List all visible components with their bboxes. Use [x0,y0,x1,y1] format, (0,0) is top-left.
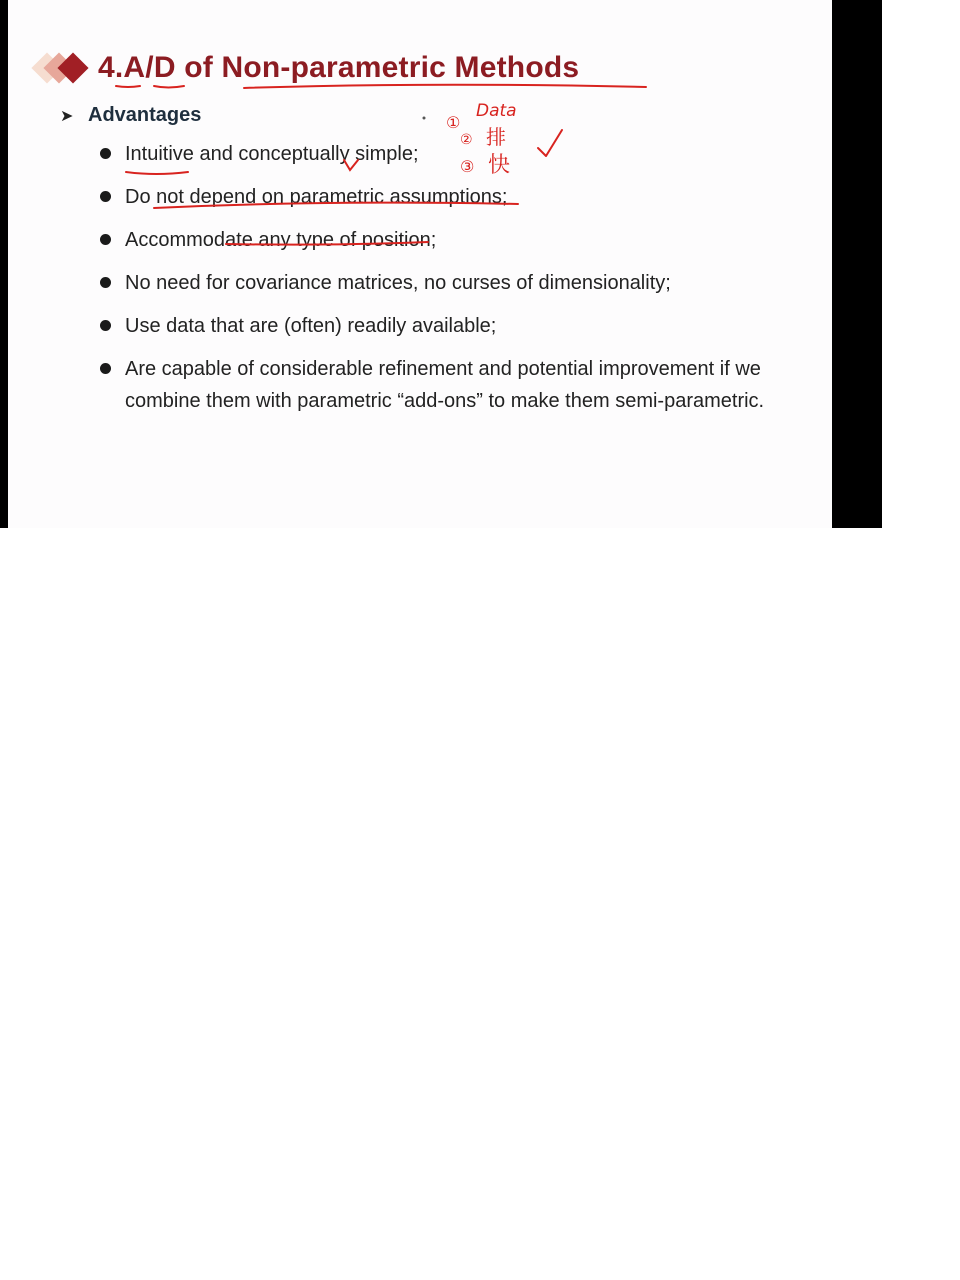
filled-circle-bullet-icon [100,363,111,374]
right-black-bar [832,0,882,528]
note-line-2: 排 [486,125,506,149]
list-item-text: Intuitive and conceptually simple; [125,143,419,165]
filled-circle-bullet-icon [100,234,111,245]
list-item [100,353,790,417]
list-item-text: Do not depend on parametric assumptions; [125,186,508,208]
list-item [100,310,790,342]
filled-circle-bullet-icon [100,320,111,331]
note-line-3: 快 [488,153,511,178]
list-item-text: Use data that are (often) readily available; [125,315,497,337]
list-item [100,224,790,256]
list-item-text: No need for covariance matrices, no curses of dimensionality; [125,272,671,294]
filled-circle-bullet-icon [100,191,111,202]
list-item [100,138,790,170]
title-row [30,44,579,92]
svg-text:①: ① [446,113,461,132]
list-item-text: Accommodate any type of position; [125,229,437,251]
diamond-cluster-icon [30,48,94,88]
arrowhead-bullet-icon: ➤ [60,106,74,125]
filled-circle-bullet-icon [100,277,111,288]
note-line-1: Data [476,101,517,121]
filled-circle-bullet-icon [100,148,111,159]
pen-dot [423,117,426,120]
list-item [100,267,790,299]
list-item [100,181,790,213]
slide-title: 4.A/D of Non-parametric Methods [98,51,580,84]
svg-text:②: ② [460,132,473,148]
svg-text:③: ③ [460,157,475,176]
section-heading [60,104,201,127]
presentation-slide [8,0,832,528]
list-item-text: Are capable of considerable refinement and potential improvement if we combine them with parametric “add-ons” to make them semi-parametric. [125,358,765,412]
section-label: Advantages [88,104,202,126]
advantages-list [100,138,790,428]
